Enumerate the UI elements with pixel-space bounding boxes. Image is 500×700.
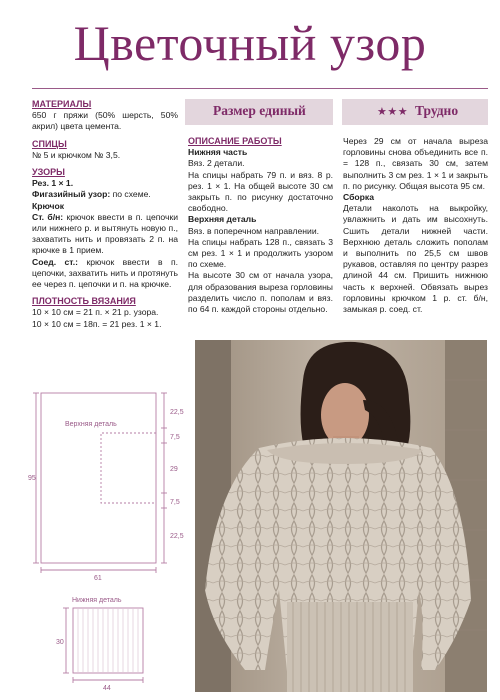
materials-text: 650 г пряжи (50% шерсть, 50% акрил) цвета цемента. <box>32 110 178 132</box>
sc-text: крючок ввести в п. цепочки или нижнего р. и вытянуть новую п., захватить нить и провязать 2 п. на крючке в 1 прием. <box>32 211 178 256</box>
dim-30: 30 <box>56 639 64 646</box>
assembly-text: Детали наколоть на выкройку, увлажнить и дать им высохнуть. Сшить детали нижней части. Верхнюю деталь сложить пополам и выполнить по 25,5 см швов рукавов, оставляя по центру разрез длиной 44 см. Пришить нижнюю часть к верхней. Обвязать вырез горловины крючком 1 р. ст. б/н, замыкая р. соед. ст. <box>343 203 488 315</box>
neck-opening-shape <box>101 433 156 503</box>
gauge-heading: ПЛОТНОСТЬ ВЯЗАНИЯ <box>32 296 136 307</box>
sl-paragraph <box>32 257 178 291</box>
rib-label: Рез. 1 × 1. <box>32 178 74 189</box>
sc-label: Ст. б/н: <box>32 211 64 222</box>
fancy-pattern-line <box>32 189 178 200</box>
page-title: Цветочный узор <box>73 15 427 71</box>
lower-text-2: На спицы набрать 79 п. и вяз. 8 р. рез. 1 × 1. На общей высоте 30 см закрыть п. по рисунку достаточно свободно. <box>188 169 333 214</box>
middle-column <box>188 136 333 315</box>
work-heading: ОПИСАНИЕ РАБОТЫ <box>188 136 282 146</box>
gauge-line-1: 10 × 10 см = 21 п. × 21 р. узора. <box>32 307 159 318</box>
sc-paragraph <box>32 212 178 257</box>
difficulty-stars-icon: ★★★ <box>377 106 409 118</box>
size-label: Размер единый <box>213 103 306 118</box>
patterns-heading: УЗОРЫ <box>32 167 65 178</box>
left-column <box>32 99 178 330</box>
right-column <box>343 136 488 315</box>
dim-29: 29 <box>170 466 178 473</box>
assembly-heading: Сборка <box>343 192 374 203</box>
difficulty-label: Трудно <box>415 103 459 118</box>
upper-text-2: На спицы набрать 128 п., связать 3 см рез. 1 × 1 и продолжить узором по схеме. <box>188 236 333 270</box>
dim-22-5-bottom: 22,5 <box>170 533 184 540</box>
dim-44: 44 <box>103 685 111 692</box>
upper-detail-label: Верхняя деталь <box>65 421 117 428</box>
right-text-1: Через 29 см от начала выреза горловины снова объединить все п. = 128 п., связать 30 см, затем выполнить 3 см рез. 1 × 1 и закрыть п. по рисунку. Общая высота 95 см. <box>343 136 488 191</box>
dim-7-5-bottom: 7,5 <box>170 499 180 506</box>
gauge-line-2: 10 × 10 см = 18п. = 21 рез. 1 × 1. <box>32 318 162 329</box>
lower-heading: Нижняя часть <box>188 147 248 158</box>
lower-detail-label: Нижняя деталь <box>72 597 122 604</box>
size-band <box>185 99 333 125</box>
fancy-label: Фигазийный узор: <box>32 189 111 200</box>
sweater-photo-drawing <box>195 340 487 692</box>
sl-label: Соед. ст.: <box>32 256 78 267</box>
upper-heading: Верхняя деталь <box>188 214 257 225</box>
fancy-text: по схеме. <box>112 189 151 200</box>
upper-text-3: На высоте 30 см от начала узора, для образования выреза горловины разделить число п. пополам и вяз. по 64 п. каждой стороны отдельно. <box>188 270 333 315</box>
sl-text: крючок ввести в п. цепочки, захватить нить и протянуть ее через п. цепочки и п. на крючке. <box>32 256 178 290</box>
upper-detail-shape <box>41 393 156 563</box>
sweater-photo <box>195 340 487 692</box>
dim-61: 61 <box>94 575 102 582</box>
materials-heading: МАТЕРИАЛЫ <box>32 99 92 109</box>
upper-text-1: Вяз. в поперечном направлении. <box>188 225 320 236</box>
dim-22-5-top: 22,5 <box>170 409 184 416</box>
title-rule <box>32 88 488 89</box>
lower-text-1: Вяз. 2 детали. <box>188 158 245 169</box>
dim-7-5-top: 7,5 <box>170 434 180 441</box>
crochet-heading: Крючок <box>32 200 65 211</box>
needles-heading: СПИЦЫ <box>32 138 67 149</box>
schematic-diagram <box>28 378 188 694</box>
dim-95: 95 <box>28 475 36 482</box>
needles-text: № 5 и крючком № 3,5. <box>32 149 121 160</box>
